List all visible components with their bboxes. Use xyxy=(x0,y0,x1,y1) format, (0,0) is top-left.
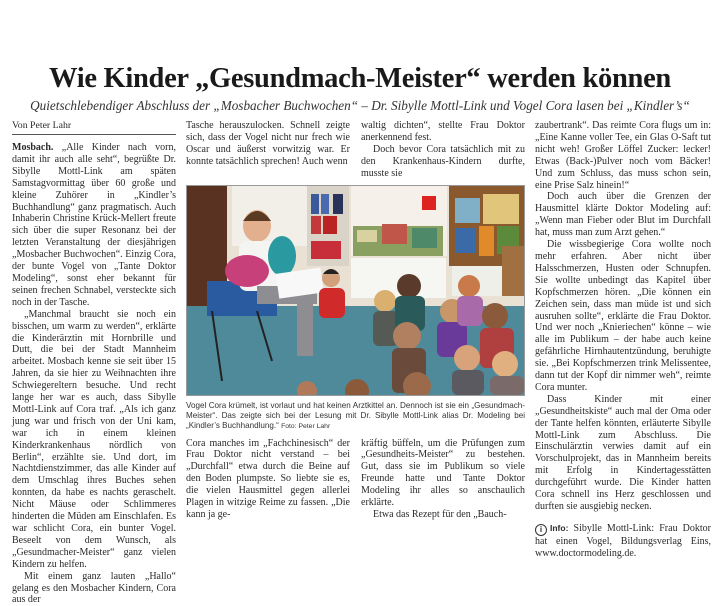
middle-bottom-row xyxy=(186,438,525,521)
paragraph: Tasche herauszulocken. Schnell zeigte sich, dass der Vogel nicht nur frech wie Oscar und äußerst vorwitzig war. Er konnte tatsächlich sprechen! Auch wenn xyxy=(186,120,350,167)
info-circle-icon: i xyxy=(535,524,547,536)
paragraph: kräftig büffeln, um die Prüfungen zum „Gesundheits-Meister“ zu bestehen. Gut, dass sie im Publikum so viele Freunde hatte und Tante Doktor Modeling ihr alles so anschaulich erklärte. xyxy=(361,437,525,509)
paragraph: Doch auch über die Grenzen der Hausmittel klärte Doktor Modeling auf: „Wenn man Fieber oder Blut im Durchfall hat, muss man zum Arzt gehen.“ xyxy=(535,191,711,239)
paragraph: Mosbach. „Alle Kinder nach vorn, damit ihr auch alle seht“, begrüßte Dr. Sibylle Mottl-Link am späten Samstagvormittag über 60 große und kleine Zuhörer in „Kindler’s Buchhandlung“ ganz pragmatisch. Auch Inhaberin Christine Krück-Mellert freute sich über die super Resonanz bei der letzten Veranstaltung der diesjährigen „Mosbacher Buchwochen“. Einzig Cora, der bunte Vogel von „Tante Doktor Modeling“, sonst eher bekannt für seinen frechen Schnabel, versteckte sich noch in der Tasche. xyxy=(12,142,176,308)
dateline: Mosbach. xyxy=(12,142,54,153)
photo-credit: Foto: Peter Lahr xyxy=(281,422,331,430)
photo-caption: Vogel Cora krümelt, ist vorlaut und hat keinen Arztkittel an. Dennoch ist sie ein „Gesundmach-Meister“. Das zeigte sich bei der Lesung mit Dr. Sibylle Mottl-Link alias Dr. Modeling bei „Kindler’s Buchhandlung.“ Foto: Peter Lahr xyxy=(186,400,525,430)
article-body xyxy=(12,120,720,606)
article-photo xyxy=(186,185,525,396)
column-1 xyxy=(12,120,176,606)
column-4 xyxy=(535,120,711,560)
subheadline: Quietschlebendiger Abschluss der „Mosbacher Buchwochen“ – Dr. Sibylle Mottl-Link und Vogel Cora lasen bei „Kindler’s“ xyxy=(30,98,690,113)
paragraph: Dass Kinder mit einer „Gesundheitskiste“ auch mal der Oma oder der Tante helfen könnten, erläuterte Sibylle Mottl-Link zum Abschluss. Die Einschulärztin verwies damit auf ein Vorschulprojekt, das in Mannheim bereits mit Erfolg in Kindertagesstätten durchgeführt wurde. Die Kinder hatten Cora schnell ins Herz geschlossen und durften sie ausgiebig necken. xyxy=(535,393,711,512)
info-label: Info: xyxy=(550,522,569,533)
info-box xyxy=(535,523,711,560)
photo-reading-scene xyxy=(187,186,524,395)
paragraph: Etwa das Rezept für den „Bauch- xyxy=(373,508,507,520)
paragraph: Cora manches im „Fachchinesisch“ der Frau Doktor nicht verstand – bei „Durchfall“ etwa durch die Beine auf den Boden plumpste. So liebte sie es, die vielen Hausmittel gegen allerlei Plagen in witzige Reime zu fassen. „Die kann ja ge- xyxy=(186,437,350,520)
column-2-top xyxy=(186,120,350,180)
column-3-bottom xyxy=(361,438,525,521)
column-2-bottom xyxy=(186,438,350,521)
headline: Wie Kinder „Gesundmach-Meister“ werden können xyxy=(49,63,671,94)
paragraph: Mit einem ganz lauten „Hallo“ gelang es den Mosbacher Kindern, Cora aus der xyxy=(12,570,176,606)
paragraph: Doch bevor Cora tatsächlich mit zu den Krankenhaus-Kindern durfte, musste sie xyxy=(361,143,525,179)
middle-top-row xyxy=(186,120,525,180)
paragraph: „Manchmal braucht sie noch ein bisschen, um warm zu werden“, erklärte die Kinderärztin mit Hornbrille und Dutt, die bei der Stadt Mannheim arbeitet. Mosbach kenne sie seit über 15 Jahren, da sie hier zu Weihnachten ihre Schwiegereltern besuche. Und recht lange her war es auch, dass Sibylle Mottl-Link auf Cora traf. „Als ich ganz jung war und frisch von der Uni kam, war ich in einem kleinen Kinderkrankenhaus nördlich von Berlin“, erzählte sie. Und dort, im Nachtdienstzimmer, das alle Kinder auf dem Umschlag ihres Buches sehen konnten, da habe es nachts geraschelt. Nicht Mäuse oder Schlimmeres hinderten die Müden am Einschlafen. Es war schlicht Cora, ein bunter Vogel. Beseelt von dem Wunsch, als „Gesundmacher-Meister“ ganz vielen Kindern zu helfen. xyxy=(12,308,176,570)
paragraph: waltig dichten“, stellte Frau Doktor anerkennend fest. xyxy=(361,120,525,143)
info-text: Sibylle Mottl-Link: Frau Doktor hat einen Vogel, Bildungsverlag Eins, www.doctormodeling.de. xyxy=(535,522,711,559)
paragraph: zaubertrank“. Das reimte Cora flugs um in: „Eine Kanne voller Tee, ein Glas O-Saft tut nicht weh! Großer Löffel Zucker: lecker! Etwas (Back-)Pulver noch vom Bäcker! Und zum Schluss, das muss schon sein, eine Prise Salz hinein!“ xyxy=(535,120,711,191)
byline: Von Peter Lahr xyxy=(12,120,176,135)
paragraph: Die wissbegierige Cora wollte noch mehr erfahren. Aber nicht über Halsschmerzen, Husten oder Schnupfen. Sie wollte unbedingt das Kapitel über Kopfschmerzen hören. „Die können ein Zeichen sein, dass man müde ist und sich ausruhen sollte“, erklärte die Frau Doktor. Und wer noch „Knieriechen“ könne – wie alle im Publikum – der habe auch keine gefährliche Hirnhautentzündung, beruhigte sie. „Bei Kopfschmerzen trink Melissentee, dann tut der Kopf dir nimmer weh“, reimte Cora munter. xyxy=(535,239,711,393)
column-3-top xyxy=(361,120,525,180)
middle-columns xyxy=(186,120,525,521)
